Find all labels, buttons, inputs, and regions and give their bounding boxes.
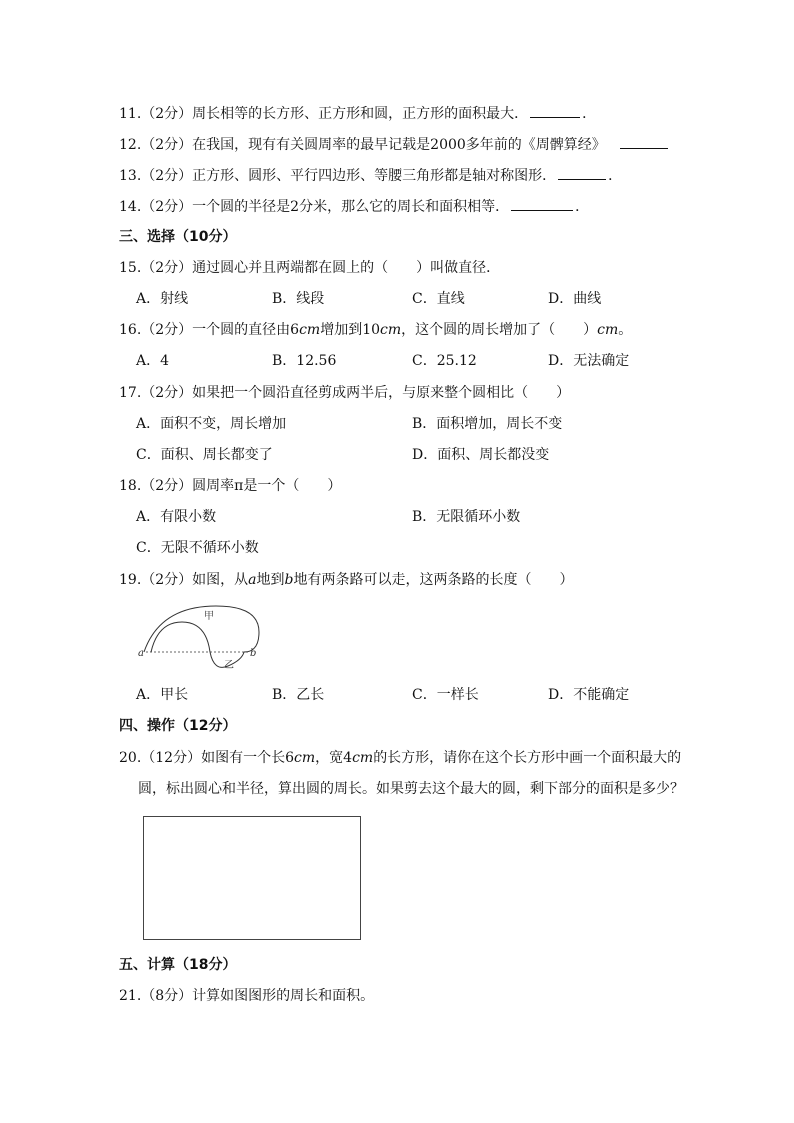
q19-text-c: 地有两条路可以走，这两条路的长度（ ）: [293, 572, 574, 588]
q19-option-c[interactable]: C．一样长: [412, 687, 479, 703]
label-yi: 乙: [224, 660, 234, 671]
q19-point-a: a: [248, 572, 257, 588]
q20-text-a: 20.（12分）如图有一个长: [119, 750, 286, 766]
q20-unit: cm: [294, 750, 316, 766]
section-3-heading: 三、选择（10分）: [119, 229, 237, 245]
q16-unit: cm: [380, 322, 402, 338]
q16-text-b: 增加到: [320, 322, 363, 338]
q17-option-b[interactable]: B．面积增加，周长不变: [412, 416, 563, 432]
q18-option-a[interactable]: A．有限小数: [136, 509, 217, 525]
q16-unit: cm: [299, 322, 321, 338]
q19-path-figure: [138, 602, 268, 674]
question-17: 17.（2分）如果把一个圆沿直径剪成两半后，与原来整个圆相比（ ）: [119, 385, 571, 401]
question-20-line-2: 圆，标出圆心和半径，算出圆的周长。如果剪去这个最大的圆，剩下部分的面积是多少？: [138, 781, 684, 797]
q17-option-d[interactable]: D．面积、周长都没变: [412, 447, 550, 463]
question-12-text: 12.（2分）在我国，现有有关圆周率的最早记载是2000多年前的《周髀算经》: [119, 137, 606, 153]
q15-option-d[interactable]: D．曲线: [548, 291, 602, 307]
question-11: [119, 103, 596, 124]
question-16: [119, 320, 632, 340]
answer-blank[interactable]: [558, 165, 606, 180]
q20-unit: cm: [352, 750, 374, 766]
outer-arc: [144, 606, 259, 652]
q15-option-a[interactable]: A．射线: [136, 291, 189, 307]
q20-text-b: ，宽: [315, 750, 344, 766]
q16-value-2: 10: [362, 322, 381, 338]
question-15: 15.（2分）通过圆心并且两端都在圆上的（ ）叫做直径．: [119, 260, 501, 276]
label-b: b: [250, 648, 257, 659]
answer-blank[interactable]: [620, 134, 668, 149]
q17-option-c[interactable]: C．面积、周长都变了: [136, 447, 273, 463]
q16-text-c: ，这个圆的周长增加了（ ）: [401, 322, 598, 338]
q16-option-c[interactable]: C．25.12: [412, 353, 477, 369]
q15-option-c[interactable]: C．直线: [412, 291, 465, 307]
q16-unit: cm: [597, 322, 619, 338]
question-14-text: 14.（2分）一个圆的半径是2分米，那么它的周长和面积相等．: [119, 199, 510, 215]
q20-width: 4: [343, 750, 353, 766]
question-21: 21.（8分）计算如图图形的周长和面积。: [119, 988, 375, 1004]
q19-option-a[interactable]: A．甲长: [136, 687, 189, 703]
q18-option-c[interactable]: C．无限不循环小数: [136, 540, 259, 556]
answer-blank[interactable]: [511, 196, 573, 211]
q19-option-d[interactable]: D．不能确定: [548, 687, 630, 703]
period: ．: [582, 106, 597, 122]
question-20-line-1: [119, 748, 681, 768]
answer-blank[interactable]: [530, 103, 580, 118]
q17-option-a[interactable]: A．面积不变，周长增加: [136, 416, 287, 432]
q16-text-a: 16.（2分）一个圆的直径由: [119, 322, 291, 338]
question-13: [119, 165, 622, 186]
q19-text-b: 地到: [256, 572, 285, 588]
q16-option-a[interactable]: A．4: [136, 353, 170, 369]
label-a: a: [138, 648, 144, 659]
question-19: [119, 570, 574, 590]
q16-option-b[interactable]: B．12.56: [272, 353, 337, 369]
question-13-text: 13.（2分）正方形、圆形、平行四边形、等腰三角形都是轴对称图形．: [119, 168, 557, 184]
question-12: [119, 134, 670, 155]
q19-point-b: b: [284, 572, 294, 588]
q19-option-b[interactable]: B．乙长: [272, 687, 325, 703]
question-11-text: 11.（2分）周长相等的长方形、正方形和圆，正方形的面积最大．: [119, 106, 529, 122]
question-14: [119, 196, 589, 217]
rectangle-drawing-area[interactable]: [143, 816, 361, 940]
section-5-heading: 五、计算（18分）: [119, 957, 237, 973]
q18-option-b[interactable]: B．无限循环小数: [412, 509, 521, 525]
q20-text-c: 的长方形，请你在这个长方形中画一个面积最大的: [373, 750, 682, 766]
question-18: 18.（2分）圆周率π是一个（ ）: [119, 478, 342, 494]
section-4-heading: 四、操作（12分）: [119, 718, 237, 734]
q19-text-a: 19.（2分）如图，从: [119, 572, 249, 588]
period: ．: [608, 168, 623, 184]
label-jia: 甲: [204, 611, 214, 622]
path-jia-arc: [151, 622, 210, 652]
q16-value-1: 6: [290, 322, 300, 338]
q15-option-b[interactable]: B．线段: [272, 291, 325, 307]
q16-option-d[interactable]: D．无法确定: [548, 353, 630, 369]
period: ．: [575, 199, 590, 215]
q20-length: 6: [285, 750, 295, 766]
q16-end: 。: [618, 322, 633, 338]
